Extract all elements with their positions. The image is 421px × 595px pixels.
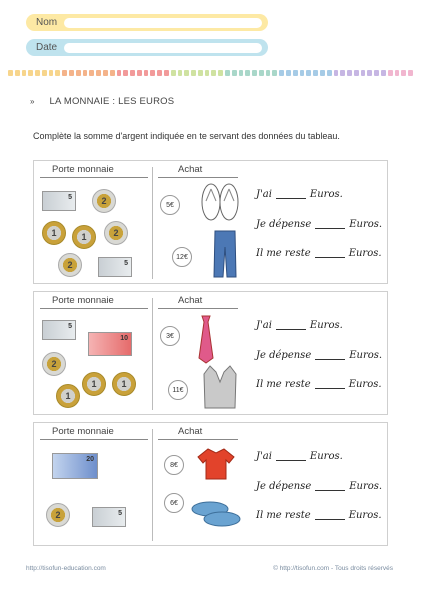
answer-depense <box>256 219 382 230</box>
note-value: 20 <box>86 456 94 463</box>
color-dot <box>137 70 142 76</box>
banknote-10 <box>88 332 132 356</box>
color-dot <box>300 70 305 76</box>
achat-header: Achat <box>178 164 203 175</box>
porte-monnaie-header: Porte monnaie <box>52 164 114 175</box>
color-dot <box>22 70 27 76</box>
color-dot <box>327 70 332 76</box>
coin-value: 2 <box>55 510 61 520</box>
coin-value: 2 <box>51 359 57 369</box>
color-dot <box>232 70 237 76</box>
banknote-20 <box>52 453 98 479</box>
coin-2-euro <box>92 189 116 213</box>
header-underline <box>40 308 148 309</box>
header-underline <box>158 177 238 178</box>
coin-1-euro <box>42 221 66 245</box>
header-underline <box>158 439 238 440</box>
porte-monnaie-header: Porte monnaie <box>52 295 114 306</box>
color-dot <box>103 70 108 76</box>
arrow-icon: » <box>30 97 35 106</box>
answer-unit: Euros. <box>348 510 382 521</box>
achat-header: Achat <box>178 295 203 306</box>
footer-copyright: © http://tisofun.com - Tous droits réservés <box>273 565 393 572</box>
answer-reste <box>256 510 382 521</box>
color-dot <box>218 70 223 76</box>
date-field[interactable] <box>26 39 268 56</box>
header-underline <box>158 308 238 309</box>
answer-label: Il me reste <box>256 248 311 259</box>
flip-flops-icon <box>198 181 242 223</box>
answer-depense <box>256 481 382 492</box>
color-dot <box>76 70 81 76</box>
exercise-panel-1 <box>33 160 388 284</box>
color-dot <box>191 70 196 76</box>
color-dot <box>89 70 94 76</box>
answer-blank[interactable] <box>315 257 345 258</box>
answer-unit: Euros. <box>309 189 343 200</box>
header-underline <box>40 439 148 440</box>
column-separator <box>152 429 153 541</box>
name-label: Nom <box>36 17 58 28</box>
answer-label: J'ai <box>256 320 272 331</box>
color-dot <box>178 70 183 76</box>
achat-header: Achat <box>178 426 203 437</box>
column-separator <box>152 298 153 410</box>
answer-blank[interactable] <box>276 460 306 461</box>
banknote-5 <box>92 507 126 527</box>
coin-2-euro <box>104 221 128 245</box>
coin-2-euro <box>42 352 66 376</box>
answer-label: J'ai <box>256 189 272 200</box>
color-dot <box>130 70 135 76</box>
color-dot <box>123 70 128 76</box>
banknote-5 <box>98 257 132 277</box>
color-dot <box>15 70 20 76</box>
color-dot <box>354 70 359 76</box>
answer-blank[interactable] <box>315 490 345 491</box>
color-dot <box>117 70 122 76</box>
vest-icon <box>202 364 238 410</box>
name-field[interactable] <box>26 14 268 31</box>
color-dot <box>245 70 250 76</box>
answer-jai <box>256 451 343 462</box>
color-dot <box>96 70 101 76</box>
color-dot <box>306 70 311 76</box>
price-tag: 12€ <box>172 247 192 267</box>
header-underline <box>40 177 148 178</box>
color-dot <box>69 70 74 76</box>
color-dot <box>35 70 40 76</box>
coin-value: 2 <box>67 260 73 270</box>
color-dot <box>157 70 162 76</box>
color-dots-divider <box>8 70 413 76</box>
answer-label: Je dépense <box>256 481 312 492</box>
coin-1-euro <box>56 384 80 408</box>
answer-blank[interactable] <box>315 359 345 360</box>
answer-label: Il me reste <box>256 379 311 390</box>
color-dot <box>49 70 54 76</box>
answer-unit: Euros. <box>348 248 382 259</box>
answer-label: Il me reste <box>256 510 311 521</box>
answer-unit: Euros. <box>309 320 343 331</box>
answer-label: J'ai <box>256 451 272 462</box>
color-dot <box>408 70 413 76</box>
shirt-icon <box>196 447 236 481</box>
price-tag: 8€ <box>164 455 184 475</box>
note-value: 10 <box>120 335 128 342</box>
coin-1-euro <box>72 225 96 249</box>
color-dot <box>28 70 33 76</box>
coin-value: 1 <box>51 228 57 238</box>
date-input[interactable] <box>64 43 262 53</box>
coin-1-euro <box>82 372 106 396</box>
color-dot <box>205 70 210 76</box>
answer-label: Je dépense <box>256 350 312 361</box>
color-dot <box>293 70 298 76</box>
price-tag: 3€ <box>160 326 180 346</box>
answer-label: Je dépense <box>256 219 312 230</box>
color-dot <box>110 70 115 76</box>
coin-2-euro <box>46 503 70 527</box>
answer-reste <box>256 248 382 259</box>
sandals-icon <box>190 497 242 529</box>
date-label: Date <box>36 42 58 53</box>
color-dot <box>286 70 291 76</box>
color-dot <box>211 70 216 76</box>
color-dot <box>272 70 277 76</box>
color-dot <box>184 70 189 76</box>
answer-unit: Euros. <box>309 451 343 462</box>
price-tag: 5€ <box>160 195 180 215</box>
answer-blank[interactable] <box>315 519 345 520</box>
jeans-icon <box>212 229 238 279</box>
title-text: LA MONNAIE : LES EUROS <box>49 96 175 107</box>
coin-value: 1 <box>65 391 71 401</box>
answer-unit: Euros. <box>349 350 383 361</box>
coin-value: 1 <box>81 232 87 242</box>
answer-jai <box>256 320 343 331</box>
answer-blank[interactable] <box>276 329 306 330</box>
color-dot <box>171 70 176 76</box>
note-value: 5 <box>118 510 122 517</box>
coin-2-euro <box>58 253 82 277</box>
coin-value: 2 <box>113 228 119 238</box>
answer-blank[interactable] <box>315 388 345 389</box>
color-dot <box>144 70 149 76</box>
exercise-panel-2 <box>33 291 388 415</box>
exercise-panel-3 <box>33 422 388 546</box>
name-input[interactable] <box>64 18 262 28</box>
color-dot <box>388 70 393 76</box>
coin-value: 2 <box>101 196 107 206</box>
answer-unit: Euros. <box>348 379 382 390</box>
banknote-5 <box>42 191 76 211</box>
column-separator <box>152 167 153 279</box>
page-title <box>30 96 174 107</box>
color-dot <box>367 70 372 76</box>
color-dot <box>334 70 339 76</box>
color-dot <box>239 70 244 76</box>
color-dot <box>313 70 318 76</box>
color-dot <box>401 70 406 76</box>
color-dot <box>164 70 169 76</box>
coin-1-euro <box>112 372 136 396</box>
color-dot <box>8 70 13 76</box>
color-dot <box>55 70 60 76</box>
price-tag: 11€ <box>168 380 188 400</box>
color-dot <box>361 70 366 76</box>
color-dot <box>320 70 325 76</box>
color-dot <box>279 70 284 76</box>
color-dot <box>340 70 345 76</box>
answer-blank[interactable] <box>315 228 345 229</box>
answer-blank[interactable] <box>276 198 306 199</box>
price-tag: 6€ <box>164 493 184 513</box>
footer-left-link[interactable]: http://tisofun-education.com <box>26 565 106 572</box>
color-dot <box>259 70 264 76</box>
note-value: 5 <box>68 323 72 330</box>
note-value: 5 <box>68 194 72 201</box>
answer-reste <box>256 379 382 390</box>
answer-unit: Euros. <box>349 481 383 492</box>
color-dot <box>42 70 47 76</box>
color-dot <box>150 70 155 76</box>
answer-unit: Euros. <box>349 219 383 230</box>
coin-value: 1 <box>91 379 97 389</box>
color-dot <box>266 70 271 76</box>
color-dot <box>381 70 386 76</box>
color-dot <box>395 70 400 76</box>
color-dot <box>374 70 379 76</box>
tie-icon <box>194 314 218 364</box>
color-dot <box>198 70 203 76</box>
answer-jai <box>256 189 343 200</box>
color-dot <box>252 70 257 76</box>
color-dot <box>225 70 230 76</box>
coin-value: 1 <box>121 379 127 389</box>
color-dot <box>62 70 67 76</box>
answer-depense <box>256 350 382 361</box>
porte-monnaie-header: Porte monnaie <box>52 426 114 437</box>
note-value: 5 <box>124 260 128 267</box>
banknote-5 <box>42 320 76 340</box>
instruction-text: Complète la somme d'argent indiquée en te servant des données du tableau. <box>33 131 340 141</box>
color-dot <box>83 70 88 76</box>
color-dot <box>347 70 352 76</box>
